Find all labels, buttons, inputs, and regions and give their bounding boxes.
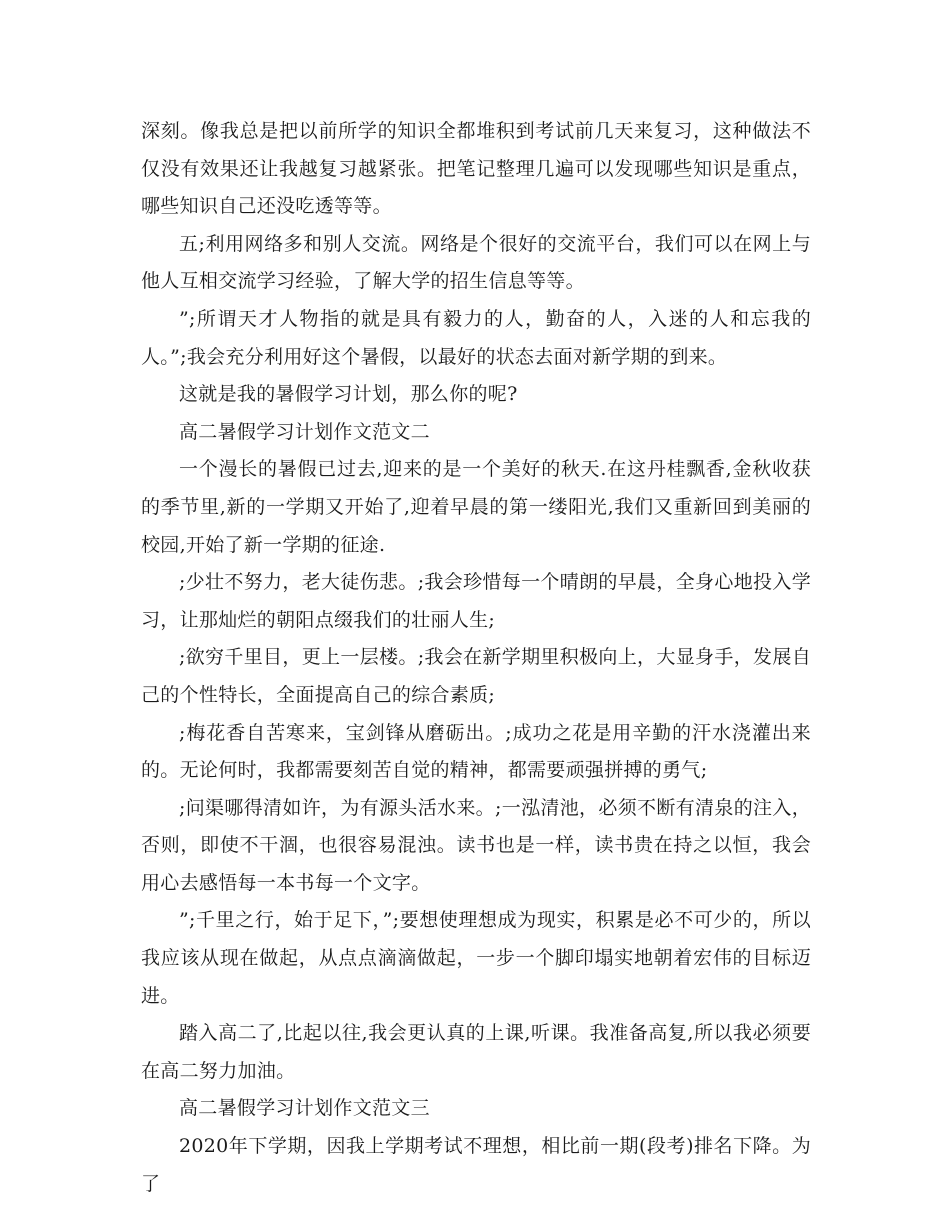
section-heading-three: 高二暑假学习计划作文范文三 <box>179 1097 430 1120</box>
paragraph-grade-two: 踏入高二了,比起以往,我会更认真的上课,听课。我准备高复,所以我必须要在高二努力加油。 <box>141 1022 811 1082</box>
section-heading-two: 高二暑假学习计划作文范文二 <box>179 420 430 443</box>
paragraph-2020-semester: 2020年下学期，因我上学期考试不理想，相比前一期(段考)排名下降。为了 <box>141 1135 811 1195</box>
paragraph-thousand-miles: ”;千里之行，始于足下，”;要想使理想成为现实，积累是必不可少的，所以我应该从现在做起，从点点滴滴做起，一步一个脚印塌实地朝着宏伟的目标迈进。 <box>141 909 811 1007</box>
paragraph-plum-blossom: ;梅花香自苦寒来，宝剑锋从磨砺出。;成功之花是用辛勤的汗水浇灌出来的。无论何时，我都需要刻苦自觉的精神，都需要顽强拼搏的勇气; <box>141 721 811 782</box>
paragraph-plan-closing: 这就是我的暑假学习计划，那么你的呢? <box>179 383 518 406</box>
paragraph-continuation: 深刻。像我总是把以前所学的知识全都堆积到考试前几天来复习，这种做法不仅没有效果还让我越复习越紧张。把笔记整理几遍可以发现哪些知识是重点，哪些知识自己还没吃透等等。 <box>141 120 811 218</box>
paragraph-autumn-intro: 一个漫长的暑假已过去,迎来的是一个美好的秋天.在这丹桂飘香,金秋收获的季节里,新的一学期又开始了,迎着早晨的第一缕阳光,我们又重新回到美丽的校园,开始了新一学期的征途. <box>141 458 811 556</box>
paragraph-higher-floor: ;欲穷千里目，更上一层楼。;我会在新学期里积极向上，大显身手，发展自己的个性特长，全面提高自己的综合素质; <box>141 646 811 706</box>
paragraph-network-exchange: 五;利用网络多和别人交流。网络是个很好的交流平台，我们可以在网上与他人互相交流学习经验，了解大学的招生信息等等。 <box>141 232 811 293</box>
paragraph-genius-quote: ”;所谓天才人物指的就是具有毅力的人，勤奋的人，入迷的人和忘我的人。”;我会充分利用好这个暑假，以最好的状态去面对新学期的到来。 <box>141 307 811 368</box>
paragraph-youth-effort: ;少壮不努力，老大徒伤悲。;我会珍惜每一个晴朗的早晨，全身心地投入学习，让那灿烂的朝阳点缀我们的壮丽人生; <box>141 571 811 631</box>
paragraph-clear-pond: ;问渠哪得清如许，为有源头活水来。;一泓清池，必须不断有清泉的注入，否则，即使不干涸，也很容易混浊。读书也是一样，读书贵在持之以恒，我会用心去感悟每一本书每一个文字。 <box>141 796 811 894</box>
document-body <box>141 113 811 1203</box>
